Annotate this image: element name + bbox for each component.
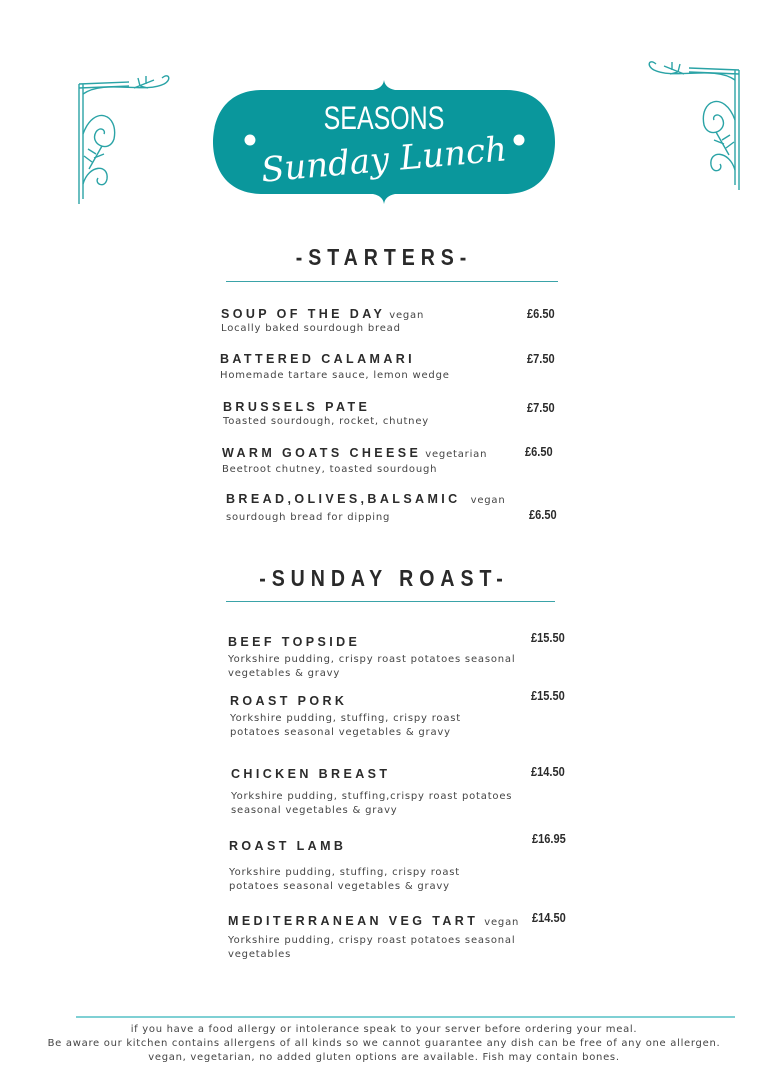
item-name: ROAST PORK (230, 694, 348, 708)
footer-line: Be aware our kitchen contains allergens of all kinds so we cannot guarantee any dish can be free of any one allergen. (47, 1038, 721, 1049)
item-desc: Yorkshire pudding, stuffing,crispy roast potatoes (231, 791, 513, 802)
diet-tag: vegan (470, 495, 506, 506)
menu-item (226, 492, 506, 525)
sunday-roast-heading: -SUNDAY ROAST- (259, 565, 509, 591)
item-desc: seasonal vegetables & gravy (231, 804, 398, 816)
divider (226, 601, 555, 602)
menu-item (222, 446, 487, 477)
logo-badge (213, 78, 555, 206)
item-desc: Yorkshire pudding, stuffing, crispy roast (230, 713, 461, 724)
item-price: £7.50 (527, 351, 555, 366)
item-desc: potatoes seasonal vegetables & gravy (230, 726, 451, 738)
footer-line: if you have a food allergy or intolerance speak to your server before ordering your meal. (130, 1024, 638, 1035)
menu-item (221, 307, 424, 336)
item-name: BRUSSELS PATE (223, 400, 371, 414)
item-price: £16.95 (532, 831, 566, 846)
footer-divider (76, 1016, 735, 1018)
item-desc: Beetroot chutney, toasted sourdough (222, 464, 438, 475)
item-desc: Homemade tartare sauce, lemon wedge (220, 370, 450, 381)
item-desc: vegetables (228, 948, 292, 960)
menu-item (230, 694, 461, 739)
item-price: £6.50 (529, 507, 557, 522)
item-desc: Yorkshire pudding, stuffing, crispy roast (229, 867, 460, 878)
item-name: BATTERED CALAMARI (220, 352, 416, 366)
item-price: £14.50 (532, 910, 566, 925)
item-name: SOUP OF THE DAY (221, 307, 386, 321)
item-desc: Locally baked sourdough bread (221, 323, 401, 334)
item-desc: sourdough bread for dipping (226, 512, 391, 523)
item-price: £14.50 (531, 764, 565, 779)
item-desc: vegetables & gravy (228, 667, 341, 679)
diet-tag: vegetarian (425, 449, 488, 460)
item-price: £6.50 (527, 306, 555, 321)
item-name: BEEF TOPSIDE (228, 635, 361, 649)
menu-item (228, 914, 519, 961)
menu-item (229, 839, 460, 893)
divider (226, 281, 558, 282)
item-name: CHICKEN BREAST (231, 767, 391, 781)
item-desc: Yorkshire pudding, crispy roast potatoes seasonal (228, 935, 516, 946)
menu-item (220, 352, 450, 383)
item-price: £6.50 (525, 444, 553, 459)
corner-ornament-right-icon (644, 60, 744, 195)
diet-tag: vegan (389, 310, 425, 321)
allergy-notice (0, 1023, 768, 1065)
item-name: MEDITERRANEAN VEG TART (228, 914, 479, 928)
item-price: £15.50 (531, 688, 565, 703)
diet-tag: vegan (484, 917, 520, 928)
menu-item (223, 400, 429, 429)
menu-item (228, 635, 515, 680)
starters-heading: -STARTERS- (295, 244, 473, 270)
footer-line: vegan, vegetarian, no added gluten options are available. Fish may contain bones. (148, 1052, 620, 1063)
item-desc: Toasted sourdough, rocket, chutney (223, 416, 429, 427)
item-desc: potatoes seasonal vegetables & gravy (229, 880, 450, 892)
item-desc: Yorkshire pudding, crispy roast potatoes seasonal (228, 654, 516, 665)
item-name: WARM GOATS CHEESE (222, 446, 422, 460)
item-price: £7.50 (527, 400, 555, 415)
logo-subtitle: Sunday Lunch (259, 129, 509, 191)
item-name: ROAST LAMB (229, 839, 347, 853)
item-price: £15.50 (531, 630, 565, 645)
logo-title: SEASONS (323, 100, 445, 136)
corner-ornament-left-icon (74, 74, 174, 209)
item-name: BREAD,OLIVES,BALSAMIC (226, 492, 461, 506)
menu-item (231, 767, 512, 817)
